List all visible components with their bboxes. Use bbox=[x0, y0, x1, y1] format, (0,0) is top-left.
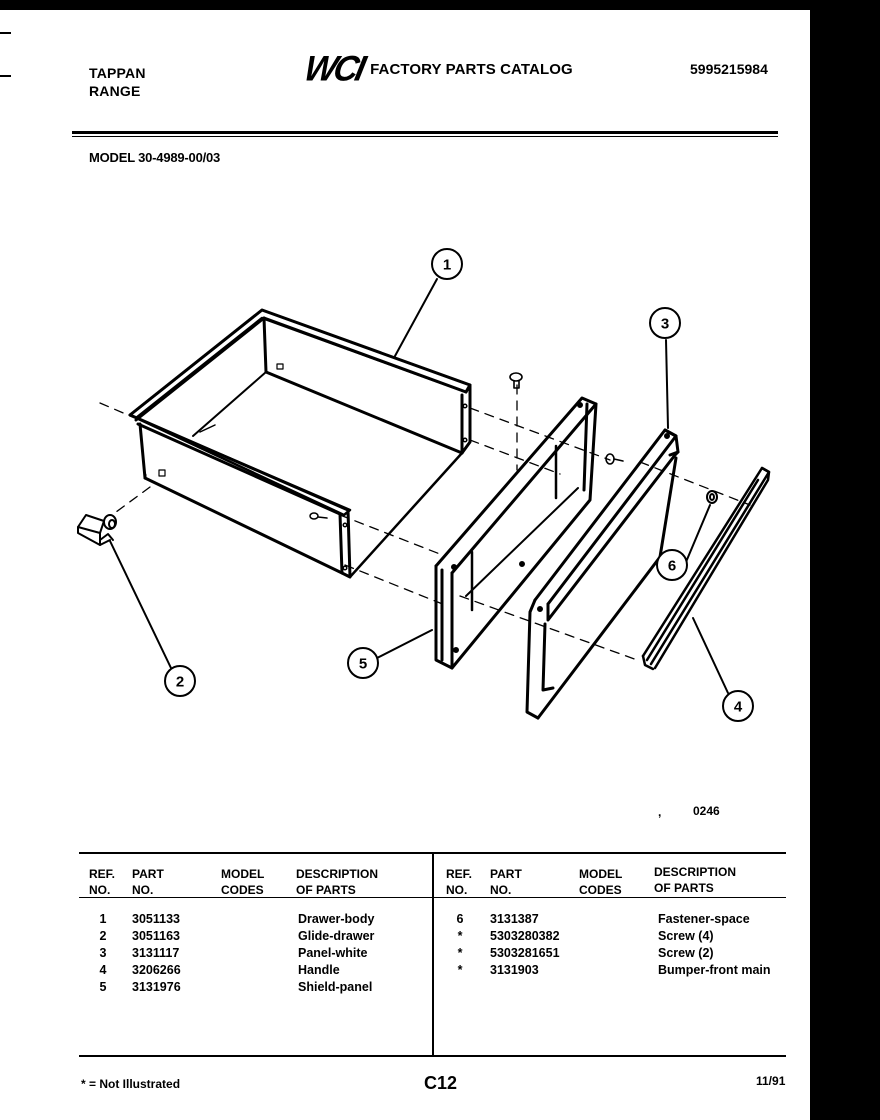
catalog-title: FACTORY PARTS CATALOG bbox=[370, 60, 573, 78]
callout-label: 2 bbox=[175, 673, 185, 691]
margin-tick bbox=[0, 32, 11, 34]
exploded-parts-diagram bbox=[0, 200, 880, 820]
header-ref-no: REF. NO. bbox=[89, 867, 116, 897]
reference-mark: , bbox=[658, 805, 662, 819]
table-bottom-rule bbox=[79, 1055, 786, 1057]
margin-tick bbox=[0, 75, 11, 77]
diagram-reference-code: 0246 bbox=[693, 804, 720, 818]
revision-date: 11/91 bbox=[756, 1074, 786, 1088]
brand-name: TAPPAN bbox=[89, 65, 146, 81]
not-illustrated-legend: * = Not Illustrated bbox=[81, 1077, 181, 1091]
part-number-column: 3051133 3051163 3131117 3206266 3131976 bbox=[132, 912, 181, 994]
wci-logo-icon: WCI bbox=[300, 49, 367, 89]
screw bbox=[510, 373, 522, 388]
part-number-column: 3131387 5303280382 5303281651 3131903 bbox=[490, 912, 560, 977]
header-divider-thin bbox=[72, 136, 778, 137]
model-number: MODEL 30-4989-00/03 bbox=[89, 150, 221, 165]
callout-label: 1 bbox=[442, 256, 452, 274]
header-description: DESCRIPTION OF PARTS bbox=[654, 865, 737, 895]
table-column-divider bbox=[432, 852, 434, 1056]
callout-label: 3 bbox=[660, 315, 670, 333]
callout-label: 6 bbox=[667, 557, 677, 575]
product-type: RANGE bbox=[89, 83, 141, 99]
shield-panel bbox=[436, 398, 596, 668]
description-column: Fastener-space Screw (4) Screw (2) Bumper-front main bbox=[658, 912, 771, 977]
header-divider bbox=[72, 131, 778, 134]
page-code: C12 bbox=[424, 1073, 458, 1093]
table-row: 1 2 3 4 5 bbox=[99, 912, 107, 994]
assembly-guide-lines bbox=[100, 385, 750, 661]
fastener-spacer bbox=[707, 491, 717, 503]
front-panel bbox=[527, 430, 678, 718]
header-model-codes: MODEL CODES bbox=[579, 867, 623, 897]
callout-leaders bbox=[110, 279, 728, 693]
brand-block bbox=[89, 64, 146, 100]
table-row: 6 * * * bbox=[456, 912, 464, 977]
callout-label: 5 bbox=[358, 655, 368, 673]
header-ref-no: REF. NO. bbox=[446, 867, 473, 897]
header-part-no: PART NO. bbox=[132, 867, 164, 897]
catalog-logo bbox=[300, 49, 573, 89]
drawer-body bbox=[130, 310, 470, 577]
header-model-codes: MODEL CODES bbox=[221, 867, 265, 897]
description-column: Drawer-body Glide-drawer Panel-white Handle Shield-panel bbox=[298, 912, 375, 994]
scan-border-top bbox=[0, 0, 880, 10]
header-description: DESCRIPTION OF PARTS bbox=[296, 867, 379, 897]
callout-label: 4 bbox=[733, 698, 743, 716]
header-part-no: PART NO. bbox=[490, 867, 522, 897]
catalog-number: 5995215984 bbox=[690, 61, 768, 77]
